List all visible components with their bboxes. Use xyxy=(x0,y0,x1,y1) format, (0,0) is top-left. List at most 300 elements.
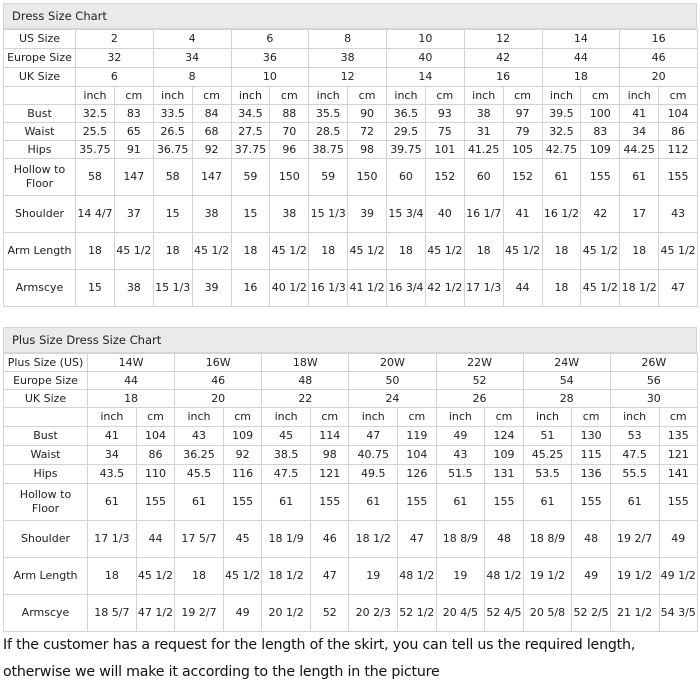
measurement-cell: 124 xyxy=(485,427,523,446)
row-label: Shoulder xyxy=(4,521,88,558)
size-cell: 12 xyxy=(464,30,542,49)
measurement-cell: 20 5/8 xyxy=(523,595,572,632)
measurement-cell: 15 xyxy=(76,270,115,307)
measurement-cell: 155 xyxy=(581,159,620,196)
unit-header-inch: inch xyxy=(610,408,659,427)
measurement-cell: 45 1/2 xyxy=(223,558,261,595)
unit-header-spacer xyxy=(4,87,76,105)
measurement-cell: 18 xyxy=(88,558,137,595)
measurement-cell: 35.5 xyxy=(309,105,348,123)
measurement-cell: 141 xyxy=(659,465,697,484)
measurement-cell: 90 xyxy=(348,105,387,123)
measurement-cell: 41 xyxy=(620,105,659,123)
unit-header-cm: cm xyxy=(659,408,697,427)
unit-header-inch: inch xyxy=(620,87,659,105)
measurement-cell: 75 xyxy=(425,123,464,141)
measurement-cell: 47 1/2 xyxy=(136,595,174,632)
measurement-cell: 131 xyxy=(485,465,523,484)
measurement-cell: 104 xyxy=(659,105,698,123)
measurement-cell: 147 xyxy=(114,159,153,196)
unit-header-inch: inch xyxy=(349,408,398,427)
measurement-cell: 136 xyxy=(572,465,610,484)
measurement-cell: 155 xyxy=(659,159,698,196)
size-cell: 54 xyxy=(523,372,610,390)
measurement-cell: 43 xyxy=(659,196,698,233)
size-cell: 26 xyxy=(436,390,523,408)
measurement-cell: 44 xyxy=(136,521,174,558)
measurement-cell: 55.5 xyxy=(610,465,659,484)
measurement-cell: 27.5 xyxy=(231,123,270,141)
measurement-cell: 16 1/7 xyxy=(464,196,503,233)
measurement-cell: 47.5 xyxy=(262,465,311,484)
measurement-cell: 58 xyxy=(153,159,192,196)
unit-header-inch: inch xyxy=(175,408,224,427)
unit-header-inch: inch xyxy=(387,87,426,105)
measurement-cell: 20 1/2 xyxy=(262,595,311,632)
measurement-cell: 47 xyxy=(349,427,398,446)
measurement-cell: 53.5 xyxy=(523,465,572,484)
size-cell: 38 xyxy=(309,49,387,68)
measurement-cell: 18 xyxy=(542,233,581,270)
measurement-cell: 19 2/7 xyxy=(175,595,224,632)
row-label: UK Size xyxy=(4,68,76,87)
measurement-cell: 40.75 xyxy=(349,446,398,465)
unit-header-cm: cm xyxy=(223,408,261,427)
size-cell: 52 xyxy=(436,372,523,390)
unit-header-inch: inch xyxy=(309,87,348,105)
row-label: Europe Size xyxy=(4,49,76,68)
unit-header-cm: cm xyxy=(581,87,620,105)
row-label: UK Size xyxy=(4,390,88,408)
measurement-cell: 45 1/2 xyxy=(114,233,153,270)
size-cell: 28 xyxy=(523,390,610,408)
unit-header-cm: cm xyxy=(270,87,309,105)
measurement-cell: 44.25 xyxy=(620,141,659,159)
measurement-cell: 18 1/2 xyxy=(349,521,398,558)
size-row xyxy=(4,30,698,49)
measurement-cell: 15 3/4 xyxy=(387,196,426,233)
unit-header-cm: cm xyxy=(114,87,153,105)
measurement-cell: 41 xyxy=(88,427,137,446)
unit-header-row xyxy=(4,408,698,427)
measurement-cell: 130 xyxy=(572,427,610,446)
measurement-cell: 48 xyxy=(572,521,610,558)
measurement-cell: 46 xyxy=(311,521,349,558)
measurement-cell: 47 xyxy=(398,521,436,558)
measurement-cell: 53 xyxy=(610,427,659,446)
row-label: Armscye xyxy=(4,270,76,307)
unit-header-cm: cm xyxy=(348,87,387,105)
measurement-cell: 49.5 xyxy=(349,465,398,484)
measurement-cell: 38 xyxy=(464,105,503,123)
measurement-cell: 92 xyxy=(192,141,231,159)
unit-header-inch: inch xyxy=(88,408,137,427)
unit-header-inch: inch xyxy=(262,408,311,427)
unit-header-inch: inch xyxy=(76,87,115,105)
size-cell: 40 xyxy=(387,49,465,68)
measurement-cell: 115 xyxy=(572,446,610,465)
unit-header-inch: inch xyxy=(542,87,581,105)
measurement-cell: 43 xyxy=(436,446,485,465)
measurement-cell: 42 1/2 xyxy=(425,270,464,307)
row-label: Shoulder xyxy=(4,196,76,233)
size-cell: 2 xyxy=(76,30,154,49)
size-row xyxy=(4,372,698,390)
measurement-cell: 97 xyxy=(503,105,542,123)
measurement-cell: 19 xyxy=(349,558,398,595)
measurement-cell: 38.5 xyxy=(262,446,311,465)
measurement-cell: 35.75 xyxy=(76,141,115,159)
measurement-cell: 18 xyxy=(309,233,348,270)
measurement-cell: 155 xyxy=(398,484,436,521)
measurement-cell: 38 xyxy=(270,196,309,233)
measurement-cell: 93 xyxy=(425,105,464,123)
size-cell: 8 xyxy=(309,30,387,49)
measurement-cell: 105 xyxy=(503,141,542,159)
measurement-row xyxy=(4,159,698,196)
measurement-cell: 37.75 xyxy=(231,141,270,159)
measurement-cell: 17 1/3 xyxy=(88,521,137,558)
size-cell: 24 xyxy=(349,390,436,408)
measurement-cell: 59 xyxy=(231,159,270,196)
measurement-cell: 101 xyxy=(425,141,464,159)
measurement-row xyxy=(4,123,698,141)
measurement-cell: 61 xyxy=(262,484,311,521)
measurement-cell: 45 1/2 xyxy=(659,233,698,270)
measurement-row xyxy=(4,270,698,307)
measurement-cell: 52 4/5 xyxy=(485,595,523,632)
unit-header-cm: cm xyxy=(398,408,436,427)
measurement-cell: 48 1/2 xyxy=(485,558,523,595)
measurement-cell: 34.5 xyxy=(231,105,270,123)
measurement-cell: 41 xyxy=(503,196,542,233)
measurement-cell: 45 1/2 xyxy=(192,233,231,270)
row-label: Waist xyxy=(4,123,76,141)
size-cell: 46 xyxy=(620,49,698,68)
measurement-row xyxy=(4,233,698,270)
measurement-cell: 86 xyxy=(136,446,174,465)
measurement-cell: 16 1/3 xyxy=(309,270,348,307)
measurement-cell: 110 xyxy=(136,465,174,484)
measurement-cell: 47.5 xyxy=(610,446,659,465)
row-label: Bust xyxy=(4,427,88,446)
measurement-cell: 45.25 xyxy=(523,446,572,465)
measurement-cell: 48 1/2 xyxy=(398,558,436,595)
size-cell: 30 xyxy=(610,390,697,408)
size-cell: 42 xyxy=(464,49,542,68)
measurement-cell: 49 xyxy=(572,558,610,595)
size-cell: 22 xyxy=(262,390,349,408)
measurement-row xyxy=(4,521,698,558)
size-cell: 14 xyxy=(387,68,465,87)
measurement-cell: 98 xyxy=(348,141,387,159)
size-cell: 12 xyxy=(309,68,387,87)
size-cell: 16W xyxy=(175,354,262,372)
measurement-cell: 52 xyxy=(311,595,349,632)
measurement-cell: 20 4/5 xyxy=(436,595,485,632)
measurement-cell: 18 xyxy=(153,233,192,270)
size-row xyxy=(4,49,698,68)
measurement-cell: 61 xyxy=(175,484,224,521)
measurement-cell: 100 xyxy=(581,105,620,123)
measurement-cell: 38 xyxy=(114,270,153,307)
measurement-cell: 31 xyxy=(464,123,503,141)
measurement-cell: 29.5 xyxy=(387,123,426,141)
measurement-cell: 52 2/5 xyxy=(572,595,610,632)
measurement-cell: 104 xyxy=(136,427,174,446)
footnote-line-2: otherwise we will make it according to the length in the picture xyxy=(3,664,440,680)
size-row xyxy=(4,68,698,87)
measurement-cell: 19 2/7 xyxy=(610,521,659,558)
size-cell: 24W xyxy=(523,354,610,372)
measurement-cell: 32.5 xyxy=(76,105,115,123)
measurement-row xyxy=(4,446,698,465)
measurement-cell: 36.75 xyxy=(153,141,192,159)
measurement-cell: 41 1/2 xyxy=(348,270,387,307)
row-label: Hips xyxy=(4,141,76,159)
measurement-cell: 155 xyxy=(659,484,697,521)
measurement-cell: 45 1/2 xyxy=(581,270,620,307)
measurement-cell: 60 xyxy=(387,159,426,196)
size-cell: 36 xyxy=(231,49,309,68)
measurement-cell: 49 xyxy=(659,521,697,558)
unit-header-inch: inch xyxy=(231,87,270,105)
measurement-cell: 49 xyxy=(223,595,261,632)
measurement-cell: 40 xyxy=(425,196,464,233)
row-label: Hips xyxy=(4,465,88,484)
size-cell: 18W xyxy=(262,354,349,372)
measurement-cell: 51 xyxy=(523,427,572,446)
size-cell: 50 xyxy=(349,372,436,390)
measurement-cell: 60 xyxy=(464,159,503,196)
measurement-cell: 58 xyxy=(76,159,115,196)
measurement-cell: 104 xyxy=(398,446,436,465)
measurement-cell: 61 xyxy=(88,484,137,521)
measurement-cell: 49 xyxy=(436,427,485,446)
measurement-cell: 109 xyxy=(485,446,523,465)
measurement-cell: 18 8/9 xyxy=(436,521,485,558)
size-cell: 4 xyxy=(153,30,231,49)
measurement-cell: 147 xyxy=(192,159,231,196)
dress-size-chart-title: Dress Size Chart xyxy=(3,3,697,29)
row-label: Arm Length xyxy=(4,558,88,595)
measurement-cell: 152 xyxy=(503,159,542,196)
measurement-cell: 91 xyxy=(114,141,153,159)
measurement-cell: 61 xyxy=(610,484,659,521)
footnote-line-1: If the customer has a request for the length of the skirt, you can tell us the required length, xyxy=(3,637,636,653)
measurement-cell: 47 xyxy=(659,270,698,307)
measurement-cell: 45 1/2 xyxy=(136,558,174,595)
measurement-cell: 39 xyxy=(348,196,387,233)
measurement-cell: 34 xyxy=(620,123,659,141)
measurement-cell: 34 xyxy=(88,446,137,465)
measurement-cell: 16 1/2 xyxy=(542,196,581,233)
size-cell: 6 xyxy=(231,30,309,49)
measurement-cell: 68 xyxy=(192,123,231,141)
measurement-cell: 61 xyxy=(436,484,485,521)
measurement-cell: 39 xyxy=(192,270,231,307)
measurement-cell: 155 xyxy=(223,484,261,521)
size-cell: 34 xyxy=(153,49,231,68)
measurement-cell: 98 xyxy=(311,446,349,465)
measurement-cell: 16 xyxy=(231,270,270,307)
plus-size-table xyxy=(3,353,698,632)
measurement-cell: 15 1/3 xyxy=(153,270,192,307)
measurement-cell: 18 xyxy=(231,233,270,270)
size-cell: 56 xyxy=(610,372,697,390)
measurement-cell: 18 xyxy=(542,270,581,307)
measurement-cell: 155 xyxy=(311,484,349,521)
measurement-cell: 45 xyxy=(223,521,261,558)
size-cell: 14W xyxy=(88,354,175,372)
measurement-row xyxy=(4,105,698,123)
measurement-row xyxy=(4,484,698,521)
measurement-cell: 18 1/2 xyxy=(620,270,659,307)
dress-size-table xyxy=(3,29,698,307)
size-cell: 20 xyxy=(620,68,698,87)
measurement-cell: 21 1/2 xyxy=(610,595,659,632)
unit-header-cm: cm xyxy=(425,87,464,105)
measurement-cell: 18 xyxy=(387,233,426,270)
size-cell: 10 xyxy=(231,68,309,87)
row-label: Plus Size (US) xyxy=(4,354,88,372)
plus-size-chart-title: Plus Size Dress Size Chart xyxy=(3,327,697,353)
unit-header-cm: cm xyxy=(136,408,174,427)
measurement-cell: 79 xyxy=(503,123,542,141)
measurement-cell: 61 xyxy=(542,159,581,196)
measurement-cell: 15 1/3 xyxy=(309,196,348,233)
measurement-cell: 155 xyxy=(485,484,523,521)
row-label: Waist xyxy=(4,446,88,465)
measurement-cell: 20 2/3 xyxy=(349,595,398,632)
measurement-cell: 18 xyxy=(175,558,224,595)
size-cell: 14 xyxy=(542,30,620,49)
measurement-cell: 84 xyxy=(192,105,231,123)
measurement-cell: 45 1/2 xyxy=(348,233,387,270)
measurement-cell: 36.5 xyxy=(387,105,426,123)
row-label: Hollow to Floor xyxy=(4,484,88,521)
unit-header-cm: cm xyxy=(503,87,542,105)
measurement-row xyxy=(4,558,698,595)
measurement-cell: 61 xyxy=(523,484,572,521)
measurement-cell: 39.5 xyxy=(542,105,581,123)
size-row xyxy=(4,390,698,408)
measurement-cell: 32.5 xyxy=(542,123,581,141)
measurement-cell: 18 5/7 xyxy=(88,595,137,632)
measurement-cell: 42.75 xyxy=(542,141,581,159)
measurement-cell: 41.25 xyxy=(464,141,503,159)
size-cell: 44 xyxy=(88,372,175,390)
measurement-cell: 112 xyxy=(659,141,698,159)
measurement-cell: 47 xyxy=(311,558,349,595)
measurement-cell: 15 xyxy=(231,196,270,233)
measurement-cell: 83 xyxy=(581,123,620,141)
unit-header-cm: cm xyxy=(311,408,349,427)
size-cell: 46 xyxy=(175,372,262,390)
row-label: Arm Length xyxy=(4,233,76,270)
measurement-cell: 18 1/9 xyxy=(262,521,311,558)
measurement-cell: 45.5 xyxy=(175,465,224,484)
size-cell: 44 xyxy=(542,49,620,68)
measurement-cell: 61 xyxy=(349,484,398,521)
unit-header-inch: inch xyxy=(436,408,485,427)
measurement-cell: 135 xyxy=(659,427,697,446)
measurement-cell: 109 xyxy=(223,427,261,446)
measurement-cell: 150 xyxy=(348,159,387,196)
unit-header-inch: inch xyxy=(153,87,192,105)
measurement-cell: 152 xyxy=(425,159,464,196)
size-cell: 26W xyxy=(610,354,697,372)
size-cell: 16 xyxy=(464,68,542,87)
row-label: Armscye xyxy=(4,595,88,632)
measurement-cell: 18 8/9 xyxy=(523,521,572,558)
measurement-cell: 72 xyxy=(348,123,387,141)
measurement-cell: 155 xyxy=(572,484,610,521)
measurement-cell: 52 1/2 xyxy=(398,595,436,632)
measurement-cell: 61 xyxy=(620,159,659,196)
measurement-cell: 88 xyxy=(270,105,309,123)
measurement-cell: 19 1/2 xyxy=(523,558,572,595)
measurement-cell: 109 xyxy=(581,141,620,159)
measurement-cell: 39.75 xyxy=(387,141,426,159)
measurement-cell: 14 4/7 xyxy=(76,196,115,233)
measurement-row xyxy=(4,595,698,632)
measurement-cell: 33.5 xyxy=(153,105,192,123)
unit-header-inch: inch xyxy=(464,87,503,105)
measurement-cell: 49 1/2 xyxy=(659,558,697,595)
measurement-cell: 18 xyxy=(620,233,659,270)
measurement-cell: 38.75 xyxy=(309,141,348,159)
size-cell: 16 xyxy=(620,30,698,49)
measurement-cell: 17 1/3 xyxy=(464,270,503,307)
unit-header-cm: cm xyxy=(572,408,610,427)
measurement-cell: 126 xyxy=(398,465,436,484)
measurement-cell: 121 xyxy=(659,446,697,465)
measurement-cell: 59 xyxy=(309,159,348,196)
row-label: US Size xyxy=(4,30,76,49)
unit-header-inch: inch xyxy=(523,408,572,427)
measurement-cell: 26.5 xyxy=(153,123,192,141)
measurement-cell: 17 5/7 xyxy=(175,521,224,558)
measurement-cell: 43 xyxy=(175,427,224,446)
measurement-row xyxy=(4,427,698,446)
measurement-cell: 150 xyxy=(270,159,309,196)
unit-header-cm: cm xyxy=(485,408,523,427)
size-cell: 22W xyxy=(436,354,523,372)
measurement-cell: 18 xyxy=(464,233,503,270)
size-cell: 32 xyxy=(76,49,154,68)
measurement-cell: 37 xyxy=(114,196,153,233)
measurement-cell: 45 1/2 xyxy=(503,233,542,270)
measurement-cell: 48 xyxy=(485,521,523,558)
size-cell: 20W xyxy=(349,354,436,372)
size-cell: 8 xyxy=(153,68,231,87)
size-cell: 10 xyxy=(387,30,465,49)
measurement-cell: 45 1/2 xyxy=(581,233,620,270)
measurement-cell: 114 xyxy=(311,427,349,446)
measurement-cell: 44 xyxy=(503,270,542,307)
measurement-cell: 121 xyxy=(311,465,349,484)
measurement-cell: 18 1/2 xyxy=(262,558,311,595)
measurement-cell: 28.5 xyxy=(309,123,348,141)
unit-header-row xyxy=(4,87,698,105)
measurement-cell: 45 1/2 xyxy=(270,233,309,270)
measurement-row xyxy=(4,141,698,159)
measurement-cell: 51.5 xyxy=(436,465,485,484)
row-label: Bust xyxy=(4,105,76,123)
unit-header-spacer xyxy=(4,408,88,427)
size-cell: 18 xyxy=(542,68,620,87)
